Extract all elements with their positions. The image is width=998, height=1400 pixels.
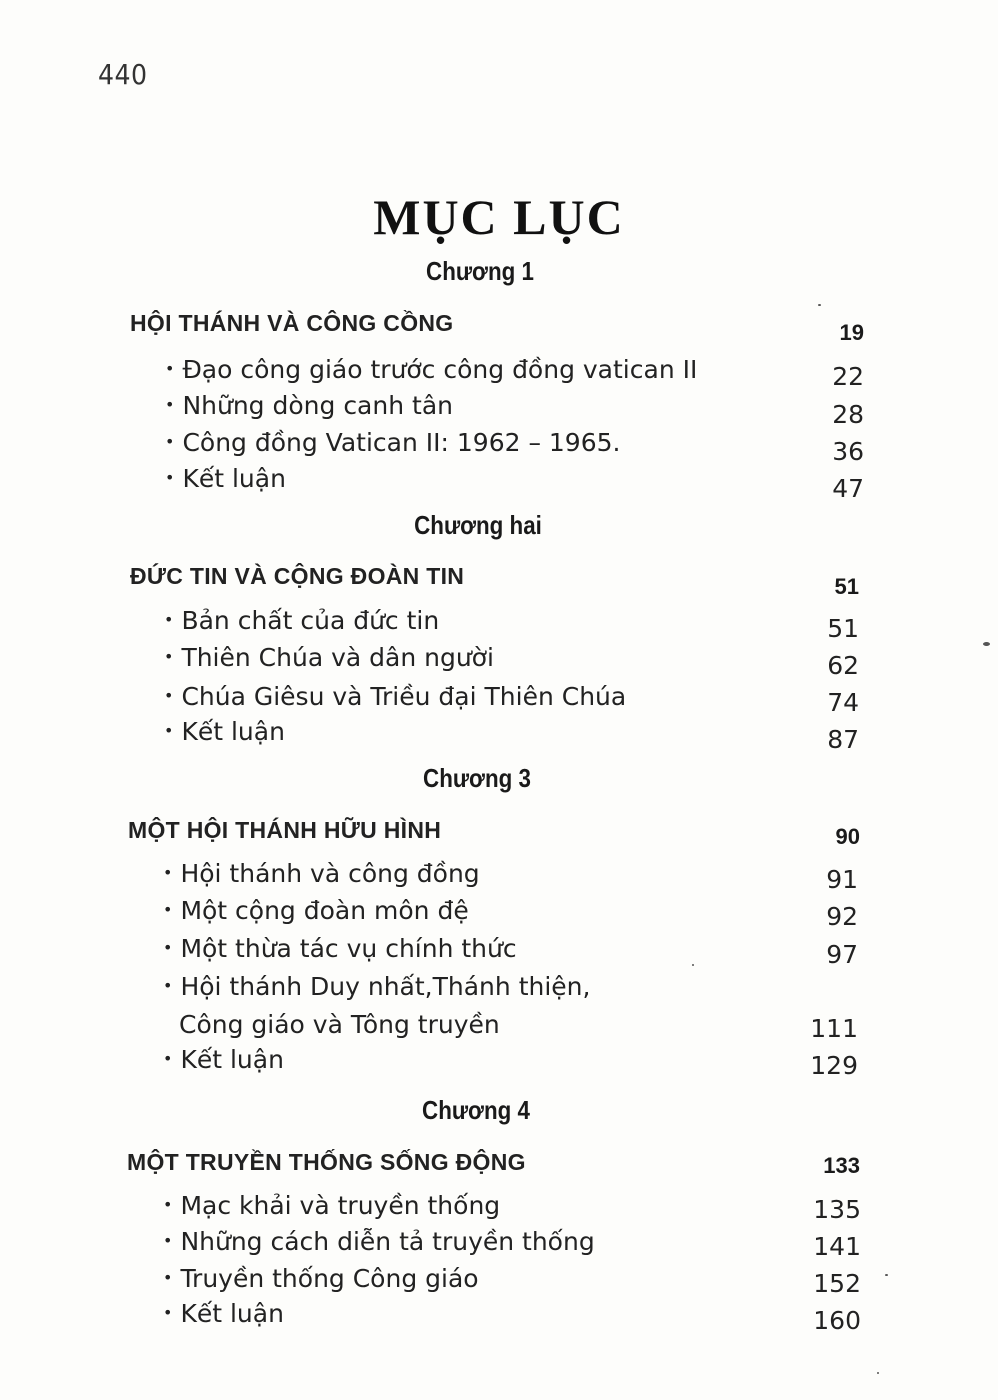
toc-item-page: 87 — [827, 725, 859, 754]
toc-item-page: 28 — [832, 400, 864, 429]
chapter-heading: Chương 3 — [423, 763, 531, 793]
toc-item-page: 160 — [813, 1306, 861, 1335]
bullet-icon: • — [164, 647, 174, 666]
toc-item-page: 91 — [826, 865, 858, 894]
toc-item-page: 22 — [832, 362, 864, 391]
section-page: 51 — [834, 574, 859, 599]
toc-item-page: 36 — [832, 437, 864, 466]
toc-item-page: 129 — [810, 1051, 858, 1080]
toc-item-page: 62 — [827, 651, 859, 680]
scan-speck — [818, 304, 821, 306]
toc-item-page: 141 — [813, 1232, 861, 1261]
bullet-icon: • — [163, 1195, 173, 1214]
toc-item: • Hội thánh và công đồng — [163, 859, 480, 888]
bullet-icon: • — [163, 900, 173, 919]
toc-item: • Công đồng Vatican II: 1962 – 1965. — [165, 428, 621, 457]
toc-item-page: 51 — [827, 614, 859, 643]
toc-item-page: 111 — [810, 1014, 858, 1043]
toc-item-page: 92 — [826, 902, 858, 931]
toc-item-page: 74 — [827, 688, 859, 717]
toc-item: • Kết luận — [163, 1045, 284, 1074]
bullet-icon: • — [164, 610, 174, 629]
bullet-icon: • — [165, 432, 175, 451]
bullet-icon: • — [165, 359, 175, 378]
section-page: 19 — [839, 320, 864, 345]
toc-item-page: 97 — [826, 940, 858, 969]
toc-item: • Những dòng canh tân — [165, 391, 453, 420]
bullet-icon: • — [165, 468, 175, 487]
section-title: MỘT TRUYỀN THỐNG SỐNG ĐỘNG — [127, 1149, 526, 1175]
bullet-icon: • — [163, 1268, 173, 1287]
scan-speck — [877, 1372, 879, 1374]
bullet-icon: • — [163, 976, 173, 995]
chapter-heading: Chương 4 — [422, 1095, 530, 1125]
bullet-icon: • — [163, 1231, 173, 1250]
toc-item: • Truyền thống Công giáo — [163, 1264, 479, 1293]
toc-item: • Một cộng đoàn môn đệ — [163, 896, 469, 925]
bullet-icon: • — [164, 721, 174, 740]
section-page: 133 — [823, 1153, 860, 1178]
toc-item: • Kết luận — [164, 717, 285, 746]
section-title: ĐỨC TIN VÀ CỘNG ĐOÀN TIN — [130, 563, 465, 589]
chapter-heading: Chương 1 — [426, 256, 534, 286]
bullet-icon: • — [163, 938, 173, 957]
section-title: MỘT HỘI THÁNH HỮU HÌNH — [128, 817, 442, 843]
section-title: HỘI THÁNH VÀ CÔNG CỒNG — [130, 310, 454, 336]
toc-item: • Chúa Giêsu và Triều đại Thiên Chúa — [164, 682, 627, 711]
bullet-icon: • — [163, 1049, 173, 1068]
toc-item: • Bản chất của đức tin — [164, 606, 440, 635]
scan-speck — [692, 964, 694, 966]
scan-speck — [983, 642, 990, 646]
toc-item: • Kết luận — [165, 464, 286, 493]
toc-item: • Thiên Chúa và dân người — [164, 643, 494, 672]
toc-item: • Những cách diễn tả truyền thống — [163, 1227, 595, 1256]
bullet-icon: • — [163, 863, 173, 882]
chapter-heading: Chương hai — [414, 510, 542, 540]
toc-item: • Đạo công giáo trước công đồng vatican II — [165, 355, 698, 384]
bullet-icon: • — [165, 395, 175, 414]
toc-item-page: 47 — [832, 474, 864, 503]
scan-speck — [885, 1274, 888, 1276]
section-page: 90 — [835, 824, 860, 849]
page-title: MỤC LỤC — [373, 189, 625, 245]
toc-item-page: 152 — [813, 1269, 861, 1298]
toc-item: • Kết luận — [163, 1299, 284, 1328]
bullet-icon: • — [163, 1303, 173, 1322]
toc-item-continuation: Công giáo và Tông truyền — [179, 1010, 500, 1039]
toc-item-page: 135 — [813, 1195, 861, 1224]
page-number: 440 — [98, 58, 148, 91]
bullet-icon: • — [164, 686, 174, 705]
toc-item: • Một thừa tác vụ chính thức — [163, 934, 517, 963]
toc-item: • Hội thánh Duy nhất,Thánh thiện, — [163, 972, 591, 1001]
toc-item: • Mạc khải và truyền thống — [163, 1191, 501, 1220]
